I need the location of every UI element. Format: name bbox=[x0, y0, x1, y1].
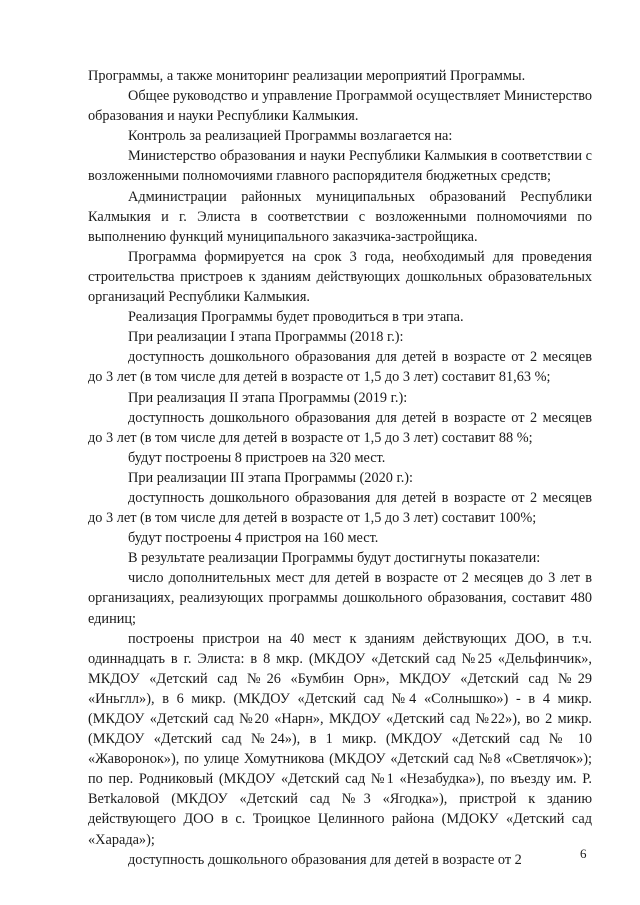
paragraph-16: В результате реализации Программы будут достигнуты показатели: bbox=[128, 550, 541, 567]
paragraph-4: Министерство образования и науки Республики Калмыкия в соответствии с возложенными полномочиями главного распорядителя бюджетных средств; bbox=[88, 148, 592, 185]
paragraph-10: При реализация II этапа Программы (2019 г.): bbox=[128, 389, 408, 406]
paragraph-5: Администрации районных муниципальных образований Республики Калмыкия и г. Элиста в соответствии с возложенными полномочиями по выполнению функций муниципального заказчика-застройщика. bbox=[88, 188, 592, 245]
paragraph-2: Общее руководство и управление Программой осуществляет Министерство образования и науки Республики Калмыкия. bbox=[88, 88, 592, 125]
paragraph-8: При реализации I этапа Программы (2018 г.): bbox=[128, 329, 404, 346]
paragraph-1: Программы, а также мониторинг реализации мероприятий Программы. bbox=[88, 68, 526, 84]
paragraph-7: Реализация Программы будет проводиться в три этапа. bbox=[128, 309, 464, 326]
paragraph-13: При реализации III этапа Программы (2020 г.): bbox=[128, 469, 414, 486]
document-page bbox=[88, 66, 592, 870]
paragraph-12: будут построены 8 пристроев на 320 мест. bbox=[128, 449, 386, 466]
paragraph-17: число дополнительных мест для детей в возрасте от 2 месяцев до 3 лет в организациях, реализующих программы дошкольного образования, составит 480 единиц; bbox=[88, 570, 592, 627]
paragraph-19: доступность дошкольного образования для детей в возрасте от 2 bbox=[128, 851, 522, 868]
paragraph-18: построены пристрои на 40 мест к зданиям действующих ДОО, в т.ч. одиннадцать в г. Элиста: в 8 мкр. (МКДОУ «Детский сад №25 «Дельфинчик», МКДОУ «Детский сад №26 «Бумбин Орн», МКДОУ «Детский сад №29 «Иньглл»), в 6 микр. (МКДОУ «Детский сад №4 «Солнышко») - в 4 микр. (МКДОУ «Детский сад №20 «Нарн», МКДОУ «Детский сад №22»), во 2 микр. (МКДОУ «Детский сад №24»), в 1 микр. (МКДОУ «Детский сад № 10 «Жаворонок»), по улице Хомутникова (МКДОУ «Детский сад №8 «Светлячок»); по пер. Родниковый (МКДОУ «Детский сад №1 «Незабудка»), по въезду им. Р. Ветkaловой (МКДОУ «Детский сад №3 «Ягодка»), пристрой к зданию действующего ДОО в с. Троицкое Целинного района (МДОКУ «Детский сад «Харада»); bbox=[88, 630, 592, 848]
page-number: 6 bbox=[580, 846, 587, 861]
paragraph-11: доступность дошкольного образования для детей в возрасте от 2 месяцев до 3 лет (в том числе для детей в возрасте от 1,5 до 3 лет) составит 88 %; bbox=[88, 409, 592, 446]
paragraph-9: доступность дошкольного образования для детей в возрасте от 2 месяцев до 3 лет (в том числе для детей в возрасте от 1,5 до 3 лет) составит 81,63 %; bbox=[88, 349, 592, 386]
paragraph-6: Программа формируется на срок 3 года, необходимый для проведения строительства пристроев к зданиям действующих дошкольных образовательных организаций Республики Калмыкия. bbox=[88, 248, 592, 306]
paragraph-14: доступность дошкольного образования для детей в возрасте от 2 месяцев до 3 лет (в том числе для детей в возрасте от 1,5 до 3 лет) составит 100%; bbox=[88, 489, 592, 527]
paragraph-15: будут построены 4 пристроя на 160 мест. bbox=[128, 530, 379, 547]
paragraph-3: Контроль за реализацией Программы возлагается на: bbox=[128, 128, 453, 145]
